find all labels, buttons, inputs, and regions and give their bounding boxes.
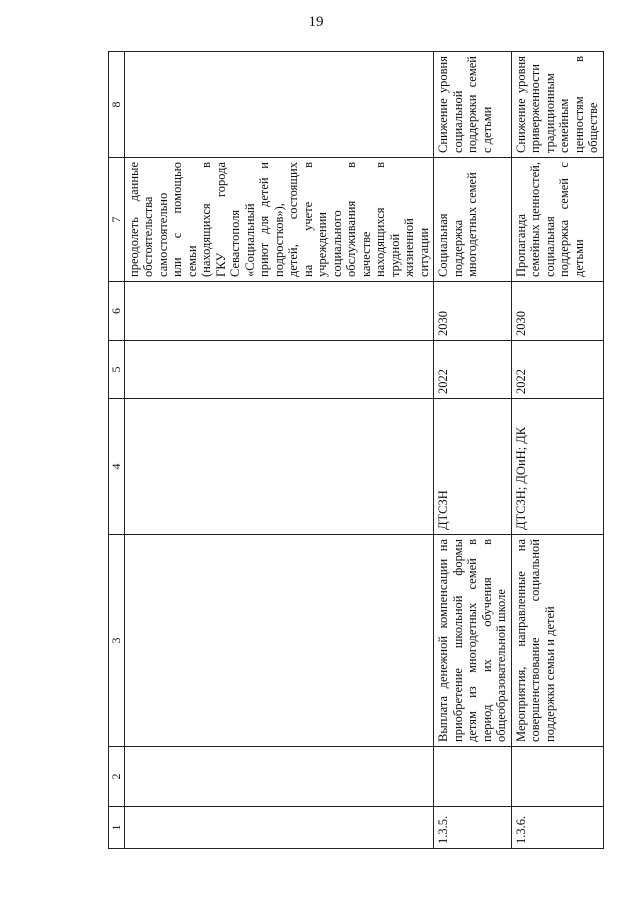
expected-result: Социальная поддержка многодетных семей (434, 158, 512, 282)
page-number: 19 (308, 14, 324, 30)
continuation-line: ситуации (416, 227, 431, 277)
continuation-col-5 (124, 341, 434, 399)
row-number: 1.3.6. (511, 807, 603, 849)
continuation-line: Севастополя (228, 209, 242, 277)
continuation-line: жизненной (402, 218, 416, 277)
row-col-2 (434, 747, 512, 807)
continuation-col-3 (124, 535, 434, 747)
indicator: Снижение уровня социальной поддержки семей с детьми (434, 52, 512, 158)
expected-result: Пропаганда семейных ценностей, социальная поддержка семей с детьми (511, 158, 603, 282)
continuation-line: обстоятельства (141, 196, 155, 277)
rotated-table-container (108, 52, 600, 849)
start-year: 2022 (434, 341, 512, 399)
continuation-line: приют для детей и (257, 162, 271, 277)
rotated-table-area (108, 52, 600, 849)
header-row (109, 52, 125, 849)
continuation-line: учреждении (315, 212, 329, 277)
end-year: 2030 (434, 282, 512, 341)
measure-title: Выплата денежной компенсации на приобретение школьной формы детям из многодетных семей в период их обучения в общеобразовательной школе (434, 535, 512, 747)
header-col-4: 4 (109, 399, 125, 535)
continuation-line: качестве (358, 231, 373, 277)
continuation-line: преодолеть данные (126, 162, 141, 277)
header-col-6: 6 (109, 282, 125, 341)
continuation-line: семьи (184, 245, 199, 277)
continuation-line: находящихся в (373, 162, 387, 277)
continuation-line: «Социальный (242, 203, 257, 277)
continuation-line: ГКУ города (213, 162, 228, 277)
table-row (511, 52, 603, 849)
continuation-col-1 (124, 807, 434, 849)
header-col-3: 3 (109, 535, 125, 747)
measure-title: Мероприятия, направленные на совершенствование социальной поддержки семьи и детей (511, 535, 603, 747)
indicator: Снижение уровня приверженности традиционным семейным ценностям в обществе (511, 52, 603, 158)
header-col-8: 8 (109, 52, 125, 158)
continuation-line: трудной (387, 233, 402, 277)
continuation-col-2 (124, 747, 434, 807)
executor: ДТСЗН (434, 399, 512, 535)
header-col-2: 2 (109, 747, 125, 807)
start-year: 2022 (511, 341, 603, 399)
continuation-col-8 (124, 52, 434, 158)
row-number: 1.3.5. (434, 807, 512, 849)
row-col-2 (511, 747, 603, 807)
continuation-line: (находящихся в (199, 162, 213, 277)
header-col-5: 5 (109, 341, 125, 399)
end-year: 2030 (511, 282, 603, 341)
continuation-col-4 (124, 399, 434, 535)
continuation-row (124, 52, 434, 849)
continuation-line: подростков»), (271, 203, 286, 277)
continuation-line: детей, состоящих (286, 162, 300, 277)
measures-table (108, 51, 604, 849)
continuation-result-cell (124, 158, 434, 282)
executor: ДТСЗН; ДОиН; ДК (511, 399, 603, 535)
header-col-1: 1 (109, 807, 125, 849)
table-row (434, 52, 512, 849)
continuation-line: на учете в (300, 162, 315, 277)
continuation-line: социального (329, 210, 344, 277)
header-col-7: 7 (109, 158, 125, 282)
continuation-line: обслуживания в (344, 162, 358, 277)
continuation-col-6 (124, 282, 434, 341)
continuation-line: самостоятельно (155, 192, 170, 277)
continuation-line: или с помощью (170, 162, 184, 277)
